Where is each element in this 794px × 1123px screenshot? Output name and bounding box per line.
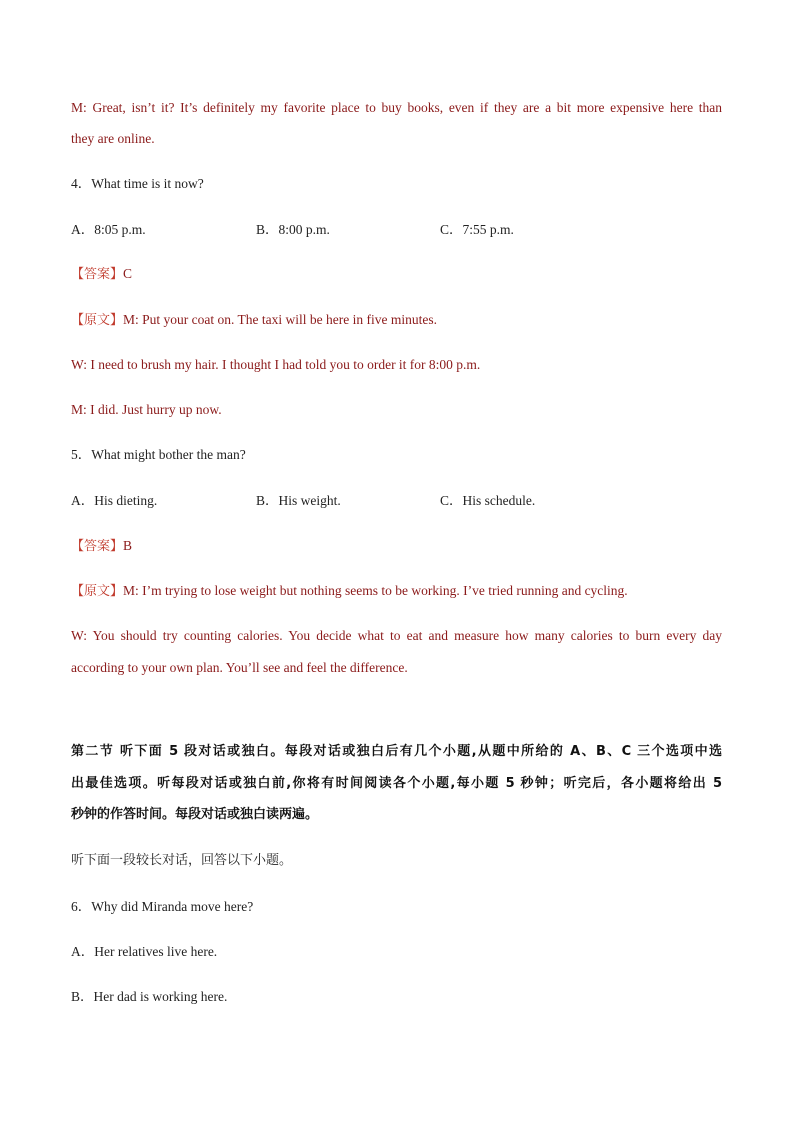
q4-option-a: A．8:05 p.m. — [71, 222, 146, 237]
question-5: 5．What might bother the man? — [71, 447, 246, 462]
section-heading: 秒钟的作答时间。每段对话或独白读两遍。 — [71, 807, 319, 822]
source-line: W: You should try counting calories. You decide what to eat and measure how many calories to burn every day — [71, 628, 722, 643]
answer-tag: 【答案】 — [71, 267, 124, 282]
q4-answer — [71, 265, 132, 284]
q6-option-b: B．Her dad is working here. — [71, 989, 228, 1004]
answer-value: C — [123, 266, 133, 281]
instruction: 听下面一段较长对话，回答以下小题。 — [71, 853, 293, 868]
section-heading: 出最佳选项。听每段对话或独白前,你将有时间阅读各个小题,每小题 5 秒钟；听完后，各小题将给出 5 — [71, 776, 722, 791]
source-line: W: I need to brush my hair. I thought I had told you to order it for 8:00 p.m. — [71, 357, 481, 372]
question-4: 4．What time is it now? — [71, 176, 204, 191]
source-line: according to your own plan. You’ll see and feel the difference. — [71, 660, 408, 675]
dialogue-line: they are online. — [71, 131, 155, 146]
source-tag: 【原文】 — [71, 313, 124, 328]
source-tag: 【原文】 — [71, 584, 124, 599]
dialogue-line: M: Great, isn’t it? It’s definitely my favorite place to buy books, even if they are a bit more expensive here than — [71, 100, 722, 115]
q5-option-b: B．His weight. — [256, 493, 341, 508]
answer-value: B — [123, 538, 133, 553]
question-6: 6．Why did Miranda move here? — [71, 899, 254, 914]
q4-source — [71, 311, 437, 330]
q5-answer — [71, 537, 132, 556]
q5-source — [71, 582, 628, 601]
section-heading: 第二节 听下面 5 段对话或独白。每段对话或独白后有几个小题,从题中所给的 A、B、C 三个选项中选 — [71, 744, 722, 759]
q4-option-c: C．7:55 p.m. — [440, 222, 514, 237]
source-line: M: I did. Just hurry up now. — [71, 402, 222, 417]
q4-option-b: B．8:00 p.m. — [256, 222, 330, 237]
source-line: M: I’m trying to lose weight but nothing seems to be working. I’ve tried running and cycling. — [123, 583, 628, 598]
q5-option-c: C．His schedule. — [440, 493, 536, 508]
q6-option-a: A．Her relatives live here. — [71, 944, 218, 959]
q5-option-a: A．His dieting. — [71, 493, 158, 508]
answer-tag: 【答案】 — [71, 539, 124, 554]
source-line: M: Put your coat on. The taxi will be here in five minutes. — [123, 312, 437, 327]
